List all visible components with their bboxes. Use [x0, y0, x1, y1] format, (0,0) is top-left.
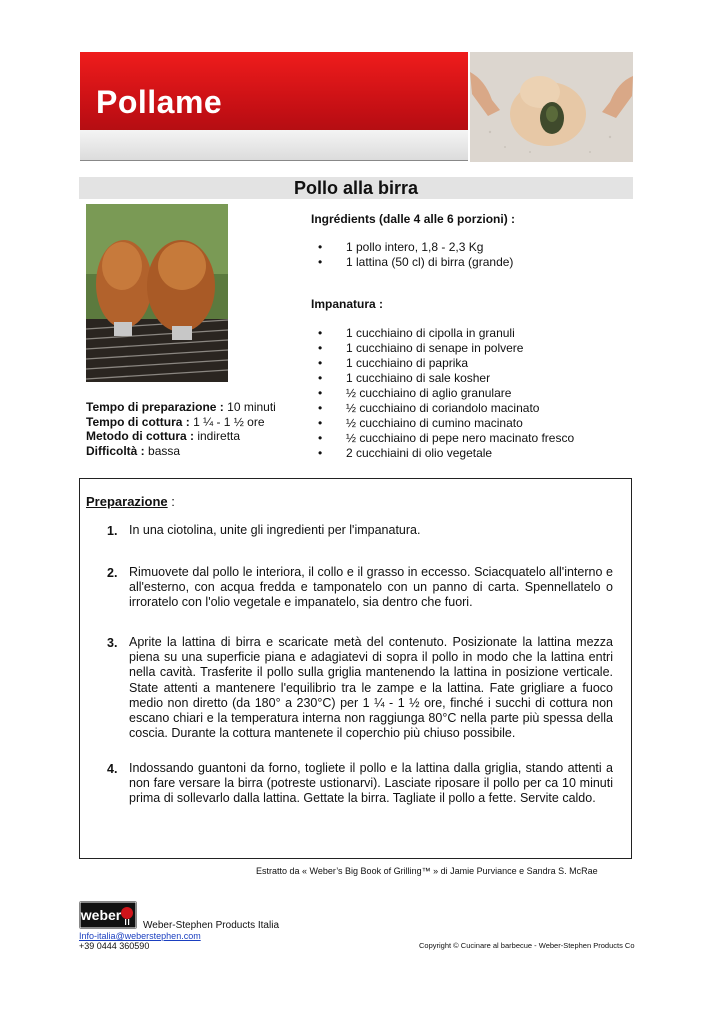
copyright: Copyright © Cucinare al barbecue - Weber-Stephen Products Co	[419, 941, 635, 950]
cook-method-row	[86, 429, 276, 444]
step-text: Aprite la lattina di birra e scaricate metà del contenuto. Posizionate la lattina mezza piena su una superficie piana e adagiatevi di sopra il pollo in modo che la lattina entri nella cavità. Trasferite il pollo sulla griglia mantenendo la lattina in posizione verticale. State attenti a mantenere l'equilibrio tra le zampe e la lattina. Fate grigliare a fuoco medio non diretto (da 180° a 230°C) per 1 ¼ - 1 ½ ore, finché i succhi di cottura non escano chiari e la temperatura interna non raggiunga 80°C nella parte più spessa della coscia. Durante la cottura mantenete il coperchio più chiuso possibile.	[129, 635, 613, 741]
recipe-title: Pollo alla birra	[293, 178, 419, 198]
recipe-info	[86, 400, 276, 458]
step-number: 2.	[107, 566, 118, 580]
weber-logo	[79, 901, 137, 929]
ingredients-list	[318, 240, 513, 270]
preparation-heading-suffix: :	[167, 494, 175, 509]
step-number: 1.	[107, 524, 118, 538]
preparation-heading-label: Preparazione	[86, 494, 168, 509]
list-item: • ½ cucchiaino di pepe nero macinato fresco	[318, 431, 574, 446]
list-item: • ½ cucchiaino di cumino macinato	[318, 416, 574, 431]
cook-time-value: 1 ¼ - 1 ½ ore	[193, 414, 265, 429]
list-item: • 1 lattina (50 cl) di birra (grande)	[318, 255, 513, 270]
phone-number: +39 0444 360590	[79, 941, 150, 951]
breading-list	[318, 326, 574, 461]
list-item: • 1 pollo intero, 1,8 - 2,3 Kg	[318, 240, 513, 255]
source-credit: Estratto da « Weber’s Big Book of Grilling™ » di Jamie Purviance e Sandra S. McRae	[256, 866, 598, 876]
weber-logo-icon	[79, 901, 137, 929]
raw-chicken-image	[470, 52, 633, 162]
header-banner-strip	[80, 130, 468, 160]
step-text: Rimuovete dal pollo le interiora, il collo e il grasso in eccesso. Sciacquatelo all'interno e all'esterno, con acqua fredda e tamponatelo con un panno di carta. Spennellatelo o irroratelo con l'olio vegetale e impanatelo, sia dentro che fuori.	[129, 565, 613, 610]
cook-method-value: indiretta	[197, 429, 241, 443]
list-item: • 2 cucchiaini di olio vegetale	[318, 446, 574, 461]
list-item: • ½ cucchiaino di aglio granulare	[318, 386, 574, 401]
list-item: • 1 cucchiaino di cipolla in granuli	[318, 326, 574, 341]
preparation-heading	[86, 494, 175, 509]
step-text: Indossando guantoni da forno, togliete il pollo e la lattina dalla griglia, stando attenti a non fare versare la birra (potreste ustionarvi). Lasciate riposare il pollo per ca 10 minuti prima di sollevarlo dalla lattina. Gettate la birra. Tagliate il pollo a fette. Servite caldo.	[129, 761, 613, 806]
cook-method-label: Metodo di cottura :	[86, 429, 194, 443]
section-title: Pollame	[96, 84, 223, 120]
step-number: 3.	[107, 636, 118, 650]
company-name: Weber-Stephen Products Italia	[143, 920, 280, 931]
cook-time-label: Tempo di cottura :	[86, 414, 190, 429]
prep-time-row	[86, 400, 276, 415]
difficulty-label: Difficoltà :	[86, 443, 145, 458]
logo-text: weber	[80, 907, 122, 923]
step-number: 4.	[107, 762, 118, 776]
list-item: • ½ cucchiaino di coriandolo macinato	[318, 401, 574, 416]
email-link[interactable]: Info-italia@weberstephen.com	[79, 931, 201, 941]
step-text: In una ciotolina, unite gli ingredienti per l'impanatura.	[129, 523, 421, 537]
ingredients-heading: Ingrédients (dalle 4 alle 6 porzioni) :	[311, 212, 516, 226]
difficulty-value: bassa	[148, 443, 181, 458]
grill-chicken-image	[86, 204, 228, 382]
prep-time-label: Tempo di preparazione :	[86, 400, 224, 414]
list-item: • 1 cucchiaino di senape in polvere	[318, 341, 574, 356]
prep-time-value: 10 minuti	[227, 400, 276, 414]
list-item: • 1 cucchiaino di paprika	[318, 356, 574, 371]
breading-heading: Impanatura :	[311, 297, 384, 311]
header-divider	[80, 160, 468, 161]
difficulty-row	[86, 444, 276, 459]
header-photo-raw-chicken	[470, 52, 633, 162]
beer-can-chicken-photo	[86, 204, 228, 382]
cook-time-row	[86, 415, 276, 430]
list-item: • 1 cucchiaino di sale kosher	[318, 371, 574, 386]
